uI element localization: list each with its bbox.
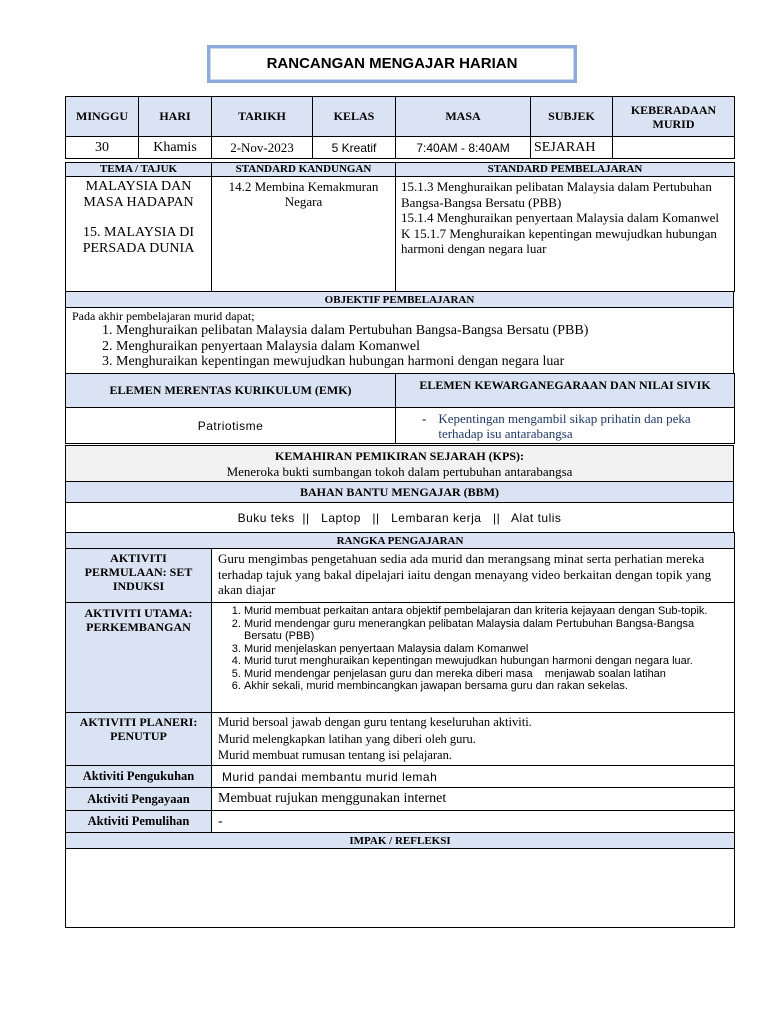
pembelajaran-label: STANDARD PEMBELAJARAN <box>396 163 735 177</box>
kelas-value: 5 Kreatif <box>313 137 396 159</box>
utama-item: 1. Murid membuat perkaitan antara objektif pembelajaran dan kriteria kejayaan dengan Sub-topik. <box>244 605 728 618</box>
kandungan-label: STANDARD KANDUNGAN <box>212 163 396 177</box>
page-title: RANCANGAN MENGAJAR HARIAN <box>207 45 577 83</box>
tema-line-2: 15. MALAYSIA DI PERSADA DUNIA <box>82 225 195 256</box>
pengukuhan-value: Murid pandai membantu murid lemah <box>212 766 735 788</box>
civic-dash: - <box>422 410 427 426</box>
bbm-label: BAHAN BANTU MENGAJAR (BBM) <box>66 482 734 503</box>
tarikh-value: 2-Nov-2023 <box>212 137 313 159</box>
pembelajaran-list <box>396 177 735 292</box>
civic-label: ELEMEN KEWARGANEGARAAN DAN NILAI SIVIK <box>396 374 735 408</box>
utama-item: 3. Murid menjelaskan penyertaan Malaysia dalam Komanwel <box>244 643 728 656</box>
objektif-label: OBJEKTIF PEMBELAJARAN <box>66 292 734 308</box>
emk-label: ELEMEN MERENTAS KURIKULUM (EMK) <box>66 374 396 408</box>
tema-label: TEMA / TAJUK <box>66 163 212 177</box>
penutup-item: Murid membuat rumusan tentang isi pelajaran. <box>218 748 452 762</box>
pengayaan-value: Membuat rujukan menggunakan internet <box>212 788 735 811</box>
utama-item: 6. Akhir sekali, murid membincangkan jawapan bersama guru dan rakan sekelas. <box>244 680 728 693</box>
objektif-intro: Pada akhir pembelajaran murid dapat; <box>72 309 255 323</box>
objektif-list <box>72 323 727 370</box>
objektif-cell <box>66 308 734 374</box>
kps-cell <box>66 446 734 482</box>
standards-table <box>65 162 735 292</box>
utama-list <box>218 605 728 693</box>
penutup-label: AKTIVITI PLANERI: PENUTUP <box>66 713 212 766</box>
emk-table <box>65 373 735 444</box>
masa-label: MASA <box>396 97 531 137</box>
civic-value: Kepentingan mengambil sikap prihatin dan peka terhadap isu antarabangsa <box>438 410 691 441</box>
kelas-label: KELAS <box>313 97 396 137</box>
minggu-value: 30 <box>66 137 139 159</box>
kps-table <box>65 445 734 533</box>
tema-line-1: MALAYSIA DAN MASA HADAPAN <box>83 179 194 210</box>
penutup-item: Murid melengkapkan latihan yang diberi oleh guru. <box>218 731 476 746</box>
penutup-item: Murid bersoal jawab dengan guru tentang keseluruhan aktiviti. <box>218 715 532 729</box>
keberadaan-value <box>613 137 735 159</box>
minggu-label: MINGGU <box>66 97 139 137</box>
keberadaan-label: KEBERADAAN MURID <box>613 97 735 137</box>
utama-item: 2. Murid mendengar guru menerangkan pelibatan Malaysia dalam Pertubuhan Bangsa-Bangsa Bersatu (PBB) <box>244 618 728 643</box>
objektif-item: 1. Menghuraikan pelibatan Malaysia dalam Pertubuhan Bangsa-Bangsa Bersatu (PBB) <box>116 323 727 339</box>
rangka-label: RANGKA PENGAJARAN <box>66 533 735 549</box>
utama-item: 4. Murid turut menghuraikan kepentingan mewujudkan hubungan harmoni dengan negara luar. <box>244 655 728 668</box>
pengukuhan-label: Aktiviti Pengukuhan <box>66 766 212 788</box>
permulaan-label: AKTIVITI PERMULAAN: SET INDUKSI <box>66 549 212 603</box>
impak-value[interactable] <box>66 849 735 928</box>
pengayaan-label: Aktiviti Pengayaan <box>66 788 212 811</box>
kps-label: KEMAHIRAN PEMIKIRAN SEJARAH (KPS): <box>275 448 524 463</box>
utama-cell <box>212 603 735 713</box>
objektif-item: 3. Menghuraikan kepentingan mewujudkan hubungan harmoni dengan negara luar <box>116 354 727 370</box>
masa-value: 7:40AM - 8:40AM <box>396 137 531 159</box>
hari-value: Khamis <box>139 137 212 159</box>
hari-label: HARI <box>139 97 212 137</box>
penutup-cell <box>212 713 735 766</box>
bbm-value: Buku teks || Laptop || Lembaran kerja || Alat tulis <box>66 503 734 533</box>
pembelajaran-item: K 15.1.7 Menghuraikan kepentingan mewujudkan hubungan harmoni dengan negara luar <box>401 225 717 256</box>
objektif-table <box>65 291 734 374</box>
rangka-table <box>65 532 735 928</box>
tarikh-label: TARIKH <box>212 97 313 137</box>
emk-value: Patriotisme <box>66 408 396 444</box>
objektif-item: 2. Menghuraikan penyertaan Malaysia dalam Komanwel <box>116 339 727 355</box>
kandungan-value: 14.2 Membina Kemakmuran Negara <box>212 177 396 292</box>
civic-cell <box>396 408 735 444</box>
utama-item: 5. Murid mendengar penjelasan guru dan mereka diberi masa menjawab soalan latihan <box>244 668 728 681</box>
header-table <box>65 96 735 159</box>
utama-label: AKTIVITI UTAMA: PERKEMBANGAN <box>66 603 212 713</box>
pembelajaran-item: 15.1.4 Menghuraikan penyertaan Malaysia dalam Komanwel <box>401 210 720 225</box>
subjek-label: SUBJEK <box>531 97 613 137</box>
subjek-value: SEJARAH <box>531 137 613 159</box>
kps-value: Meneroka bukti sumbangan tokoh dalam pertubuhan antarabangsa <box>226 463 573 479</box>
pemulihan-label: Aktiviti Pemulihan <box>66 811 212 833</box>
pemulihan-value: - <box>212 811 735 833</box>
tema-cell <box>66 177 212 292</box>
impak-label: IMPAK / REFLEKSI <box>66 833 735 849</box>
pembelajaran-item: 15.1.3 Menghuraikan pelibatan Malaysia dalam Pertubuhan Bangsa-Bangsa Bersatu (PBB) <box>401 179 712 210</box>
permulaan-value: Guru mengimbas pengetahuan sedia ada murid dan merangsang minat serta perhatian mereka terhadap tajuk yang bakal dipelajari iaitu dengan menayang video berkaitan dengan topik yang akan diajar <box>212 549 735 603</box>
